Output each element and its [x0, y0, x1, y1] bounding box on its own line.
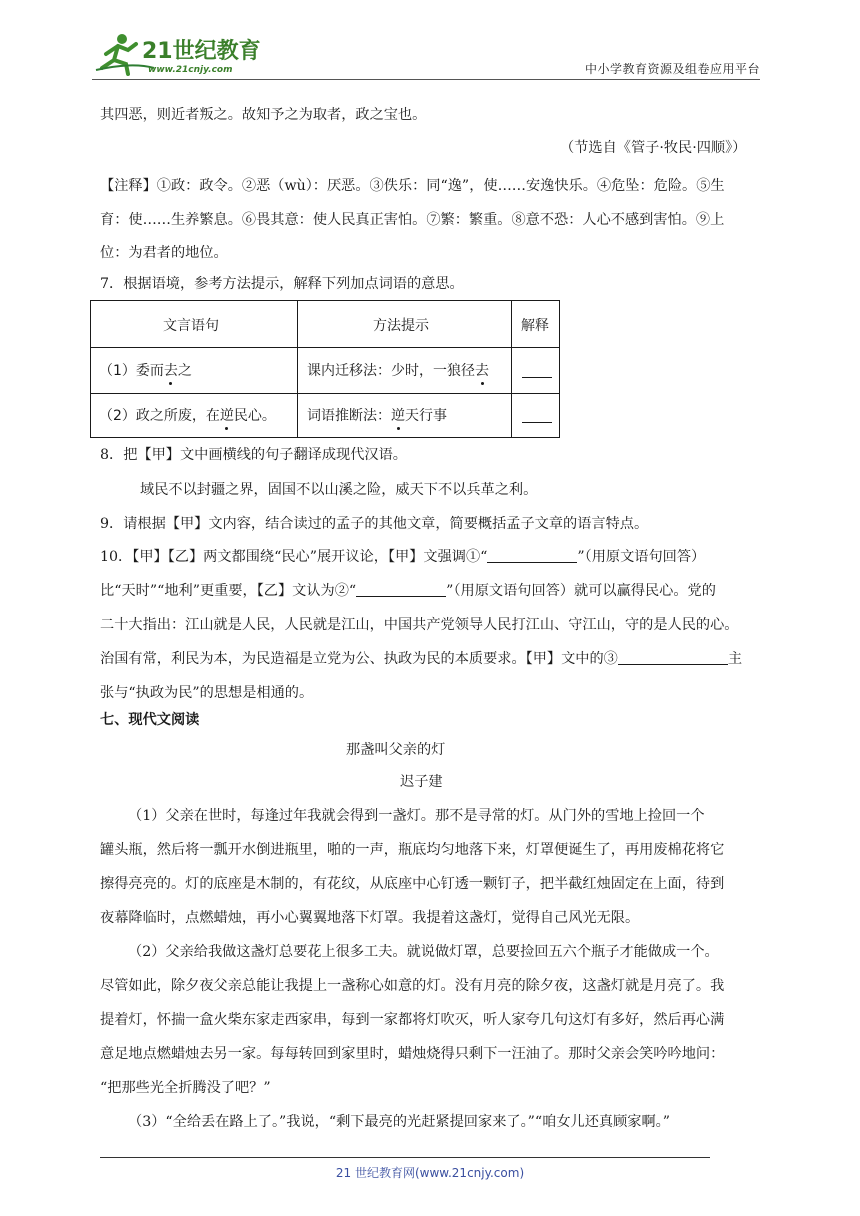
article-paragraph-line: 夜幕降临时，点燃蜡烛，再小心翼翼地落下灯罩。我提着这盏灯，觉得自己风光无限。 — [100, 910, 640, 926]
article-paragraph-line: （1）父亲在世时，每逢过年我就会得到一盏灯。那不是寻常的灯。从门外的雪地上捡回一个 — [128, 808, 705, 824]
article-paragraph-line: “把那些光全折腾没了吧？” — [100, 1080, 271, 1096]
question-9-prompt: 9．请根据【甲】文内容，结合读过的孟子的其他文章，简要概括孟子文章的语言特点。 — [100, 516, 649, 532]
footer-link[interactable]: 21 世纪教育网(www.21cnjy.com) — [335, 1166, 525, 1180]
header-divider — [92, 79, 760, 80]
question-10-line-1: 10．【甲】【乙】两文都围绕“民心”展开议论，【甲】文强调①“ ”（用原文语句回答） — [100, 549, 706, 565]
page-header — [92, 30, 760, 82]
dotted-word: 去 — [475, 360, 489, 380]
notes-line-1: 【注释】①政：政令。②恶（wù）：厌恶。③佚乐：同“逸”，使……安逸快乐。④危坠：危险。⑤生 — [100, 178, 725, 194]
article-paragraph-line: 尽管如此，除夕夜父亲总能让我提上一盏称心如意的灯。没有月亮的除夕夜，这盏灯就是月亮了。我 — [100, 978, 725, 994]
table-row-1-hint: 课内迁移法：少时，一狼径去 — [307, 360, 489, 380]
article-paragraph-line: 罐头瓶，然后将一瓢开水倒进瓶里，啪的一声，瓶底均匀地落下来，灯罩便诞生了，再用废棉花将它 — [100, 842, 725, 858]
answer-blank-1[interactable] — [522, 363, 552, 380]
question-10-line-4: 治国有常，利民为本，为民造福是立党为公、执政为民的本质要求。【甲】文中的③ 主 — [100, 651, 743, 667]
notes-line-2: 育：使……生养繁息。⑥畏其意：使人民真正害怕。⑦繁：繁重。⑧意不恐：人心不感到害怕。⑨上 — [100, 212, 725, 228]
table-header-explain: 解释 — [521, 318, 549, 334]
article-paragraph-line: 提着灯，怀揣一盒火柴东家走西家串，每到一家都将灯吹灭，听人家夸几句这灯有多好，然后再心满 — [100, 1012, 725, 1028]
notes-line-3: 位：为君者的地位。 — [100, 245, 228, 261]
svg-text:www.21cnjy.com: www.21cnjy.com — [148, 65, 233, 75]
question-10-line-3: 二十大指出：江山就是人民，人民就是江山，中国共产党领导人民打江山、守江山，守的是人民的心。 — [100, 617, 739, 633]
article-paragraph-line: （3）“全给丢在路上了。”我说，“剩下最亮的光赶紧提回家来了。”“咱女儿还真顾家啊。” — [128, 1114, 670, 1130]
dotted-word: 去 — [164, 360, 178, 380]
question-8-prompt: 8．把【甲】文中画横线的句子翻译成现代汉语。 — [100, 447, 407, 463]
article-author: 迟子建 — [400, 774, 443, 790]
answer-blank-10-3[interactable] — [618, 650, 728, 665]
dotted-word: 逆 — [391, 405, 405, 425]
article-paragraph-line: 擦得亮亮的。灯的底座是木制的，有花纹，从底座中心钉透一颗钉子，把半截红烛固定在上面，待到 — [100, 876, 725, 892]
question-10-line-5: 张与“执政为民”的思想是相通的。 — [100, 685, 314, 701]
table-header-sentence: 文言语句 — [163, 318, 219, 334]
question-7-prompt: 7．根据语境，参考方法提示，解释下列加点词语的意思。 — [100, 276, 464, 292]
table-row-2-sentence: （2）政之所废，在逆民心。 — [99, 405, 276, 425]
site-logo — [92, 30, 262, 76]
table-header-hint: 方法提示 — [373, 318, 429, 334]
article-title: 那盏叫父亲的灯 — [346, 742, 446, 758]
question-7-table — [90, 300, 560, 438]
svg-text:21世纪教育: 21世纪教育 — [142, 39, 261, 64]
passage-source: （节选自《管子·牧民·四顺》） — [560, 140, 747, 156]
footer-divider — [100, 1157, 710, 1158]
question-8-sentence: 域民不以封疆之界，固国不以山溪之险，威天下不以兵革之利。 — [140, 482, 538, 498]
table-row-2-hint: 词语推断法：逆天行事 — [307, 405, 447, 425]
passage-line: 其四恶，则近者叛之。故知予之为取者，政之宝也。 — [100, 107, 427, 123]
platform-label: 中小学教育资源及组卷应用平台 — [584, 62, 760, 76]
table-row-1-sentence: （1）委而去之 — [99, 360, 192, 380]
section-heading: 七、现代文阅读 — [100, 712, 200, 728]
question-10-line-2: 比“天时”“地利”更重要，【乙】文认为②“ ”（用原文语句回答）就可以赢得民心。党的 — [100, 583, 716, 599]
dotted-word: 逆 — [220, 405, 234, 425]
answer-blank-10-1[interactable] — [487, 548, 577, 563]
answer-blank-10-2[interactable] — [356, 582, 446, 597]
article-paragraph-line: 意足地点燃蜡烛去另一家。每每转回到家里时，蜡烛烧得只剩下一汪油了。那时父亲会笑吟吟地问： — [100, 1046, 725, 1062]
article-paragraph-line: （2）父亲给我做这盏灯总要花上很多工夫。就说做灯罩，总要捡回五六个瓶子才能做成一个。 — [128, 944, 719, 960]
answer-blank-2[interactable] — [522, 408, 552, 425]
